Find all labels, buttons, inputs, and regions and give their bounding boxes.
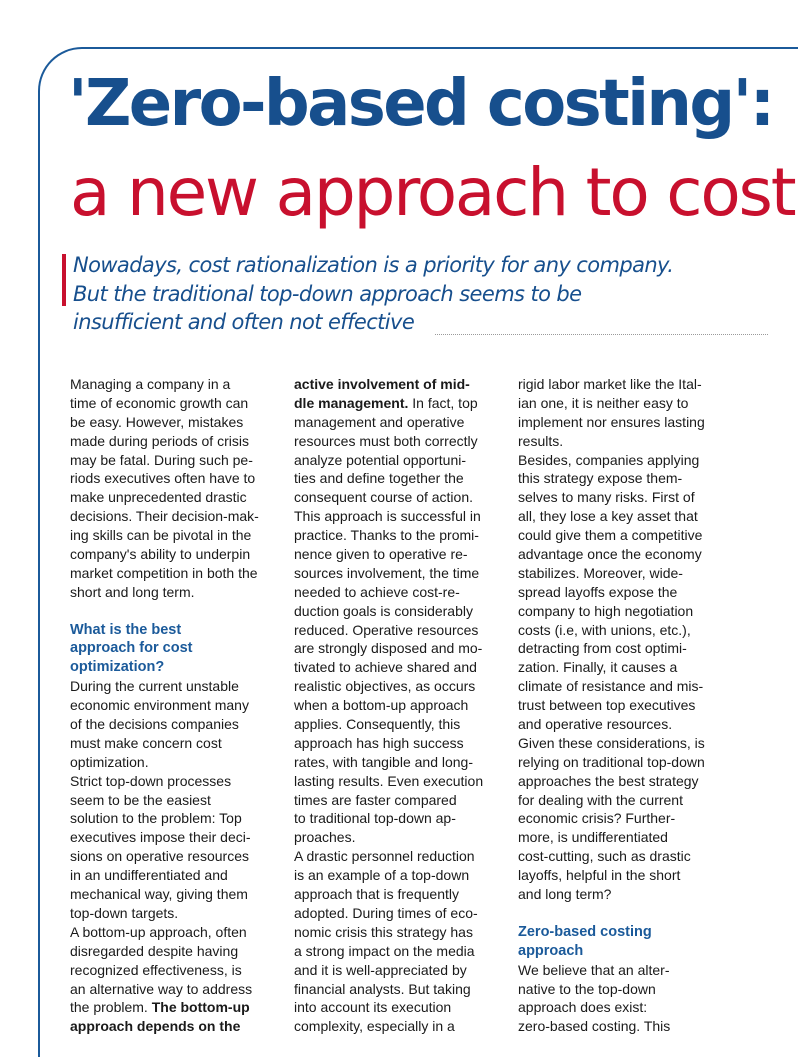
text-line: detracting from cost optimi- <box>518 640 687 657</box>
text-line: be easy. However, mistakes <box>70 413 244 430</box>
body-column-1 <box>70 375 280 1036</box>
text-line: practice. Thanks to the promi- <box>294 527 479 544</box>
text-line: for dealing with the current <box>518 791 683 808</box>
text-line-bold: approach depends on the <box>70 1018 241 1035</box>
text-line: market competition in both the <box>70 564 258 581</box>
text-line: native to the top-down <box>518 980 656 997</box>
text-line: Given these considerations, is <box>518 734 705 751</box>
text-line: climate of resistance and mis- <box>518 678 704 695</box>
text-line: This approach is successful in <box>294 508 481 525</box>
text-line: nence given to operative re- <box>294 546 468 563</box>
text-line: A drastic personnel reduction <box>294 848 475 865</box>
paragraph-spacer <box>70 602 280 621</box>
lede-line: But the traditional top-down approach seems to be <box>73 281 582 306</box>
text-line: times are faster compared <box>294 791 457 808</box>
text-line: optimization. <box>70 753 149 770</box>
text-line: zation. Finally, it causes a <box>518 659 678 676</box>
text-line: selves to many risks. First of <box>518 489 695 506</box>
lede-line: insufficient and often not effective <box>73 310 415 334</box>
section-heading-zero-based: approach <box>518 942 584 959</box>
text-bold: dle management. <box>294 394 409 411</box>
text-line: made during periods of crisis <box>70 432 249 449</box>
text-line: ing skills can be pivotal in the <box>70 527 252 544</box>
text-line: of the decisions companies <box>70 716 239 733</box>
text-line: riods executives often have to <box>70 470 256 487</box>
text-line: recognized effectiveness, is <box>70 961 242 978</box>
text-line: results. <box>518 432 564 449</box>
text-line: disregarded despite having <box>70 942 239 959</box>
text-line: and it is well-appreciated by <box>294 961 467 978</box>
text-line: when a bottom-up approach <box>294 697 469 714</box>
text-plain: In fact, top <box>408 394 478 411</box>
text-line: During the current unstable <box>70 678 239 695</box>
lede-line: Nowadays, cost rationalization is a priority for any company. <box>73 253 674 277</box>
text-line: and operative resources. <box>518 716 673 733</box>
text-line: realistic objectives, as occurs <box>294 678 476 695</box>
text-line: time of economic growth can <box>70 394 249 411</box>
text-line: ties and define together the <box>294 470 464 487</box>
text-line: rates, with tangible and long- <box>294 753 473 770</box>
text-line: to traditional top-down ap- <box>294 810 456 827</box>
paragraph-spacer <box>518 904 730 923</box>
text-line: resources must both correctly <box>294 432 478 449</box>
body-column-2 <box>294 375 506 1036</box>
text-line: management and operative <box>294 413 465 430</box>
text-line: a strong impact on the media <box>294 942 475 959</box>
text-line: cost-cutting, such as drastic <box>518 848 691 865</box>
text-line: this strategy expose them- <box>518 470 683 487</box>
text-line: company's ability to underpin <box>70 546 251 563</box>
section-heading-best-approach: What is the best <box>70 621 182 638</box>
text-line: rigid labor market like the Ital- <box>518 376 702 392</box>
text-line: zero-based costing. This <box>518 1018 671 1035</box>
text-line: make unprecedented drastic <box>70 489 247 506</box>
text-line: costs (i.e, with unions, etc.), <box>518 621 691 638</box>
text-line: economic crisis? Further- <box>518 810 676 827</box>
text-line: We believe that an alter- <box>518 961 670 978</box>
text-line-mixed <box>294 394 506 413</box>
text-line: are strongly disposed and mo- <box>294 640 483 657</box>
text-line-mixed <box>70 998 280 1017</box>
text-line: tivated to achieve shared and <box>294 659 477 676</box>
text-line: seem to be the easiest <box>70 791 211 808</box>
text-line: solution to the problem: Top <box>70 810 242 827</box>
text-line: mechanical way, giving them <box>70 886 248 903</box>
text-line: nomic crisis this strategy has <box>294 923 473 940</box>
section-heading-best-approach: optimization? <box>70 659 165 676</box>
text-line: A bottom-up approach, often <box>70 923 247 940</box>
article-lede <box>73 251 768 337</box>
text-line: adopted. During times of eco- <box>294 904 478 921</box>
article-title-line-1: 'Zero-based costing': <box>68 67 773 141</box>
section-heading-zero-based: Zero-based costing <box>518 923 652 940</box>
text-line-bold: active involvement of mid- <box>294 376 470 392</box>
text-line: approach that is frequently <box>294 886 459 903</box>
text-line: implement nor ensures lasting <box>518 413 705 430</box>
text-line: is an example of a top-down <box>294 867 470 884</box>
text-line: relying on traditional top-down <box>518 753 705 770</box>
text-line: more, is undifferentiated <box>518 829 668 846</box>
text-line: layoffs, helpful in the short <box>518 867 681 884</box>
text-line: spread layoffs expose the <box>518 583 678 600</box>
text-line: sions on operative resources <box>70 848 249 865</box>
text-bold: The bottom-up <box>151 999 250 1016</box>
text-line: analyze potential opportuni- <box>294 451 467 468</box>
text-line: all, they lose a key asset that <box>518 508 698 525</box>
text-line: reduced. Operative resources <box>294 621 479 638</box>
body-column-3 <box>518 375 730 1036</box>
text-line: approaches the best strategy <box>518 772 699 789</box>
text-line: Besides, companies applying <box>518 451 700 468</box>
text-line: stabilizes. Moreover, wide- <box>518 564 683 581</box>
text-line: must make concern cost <box>70 734 222 751</box>
lede-dotted-divider <box>435 334 768 335</box>
text-line: an alternative way to address <box>70 980 253 997</box>
text-line: decisions. Their decision-mak- <box>70 508 259 525</box>
text-line: consequent course of action. <box>294 489 474 506</box>
text-line: may be fatal. During such pe- <box>70 451 253 468</box>
text-line: advantage once the economy <box>518 546 702 563</box>
text-line: top-down targets. <box>70 904 179 921</box>
text-line: and long term? <box>518 886 612 903</box>
text-line: complexity, especially in a <box>294 1018 455 1035</box>
text-plain: the problem. <box>70 999 152 1016</box>
text-line: approach does exist: <box>518 999 648 1016</box>
text-line: lasting results. Even execution <box>294 772 484 789</box>
text-line: into account its execution <box>294 999 452 1016</box>
text-line: applies. Consequently, this <box>294 716 461 733</box>
text-line: financial analysts. But taking <box>294 980 471 997</box>
lede-accent-bar <box>62 254 66 306</box>
text-line: ian one, it is neither easy to <box>518 394 689 411</box>
text-line: trust between top executives <box>518 697 696 714</box>
text-line: could give them a competitive <box>518 527 703 544</box>
text-line: short and long term. <box>70 583 195 600</box>
text-line: executives impose their deci- <box>70 829 251 846</box>
text-line: needed to achieve cost-re- <box>294 583 460 600</box>
text-line: approach has high success <box>294 734 464 751</box>
text-line: economic environment many <box>70 697 249 714</box>
text-line: company to high negotiation <box>518 602 694 619</box>
article-title-line-2: a new approach to cost <box>70 154 795 231</box>
text-line: sources involvement, the time <box>294 564 480 581</box>
text-line: Managing a company in a <box>70 376 231 392</box>
text-line: duction goals is considerably <box>294 602 473 619</box>
section-heading-best-approach: approach for cost <box>70 640 193 657</box>
text-line: in an undifferentiated and <box>70 867 228 884</box>
text-line: proaches. <box>294 829 356 846</box>
text-line: Strict top-down processes <box>70 772 232 789</box>
